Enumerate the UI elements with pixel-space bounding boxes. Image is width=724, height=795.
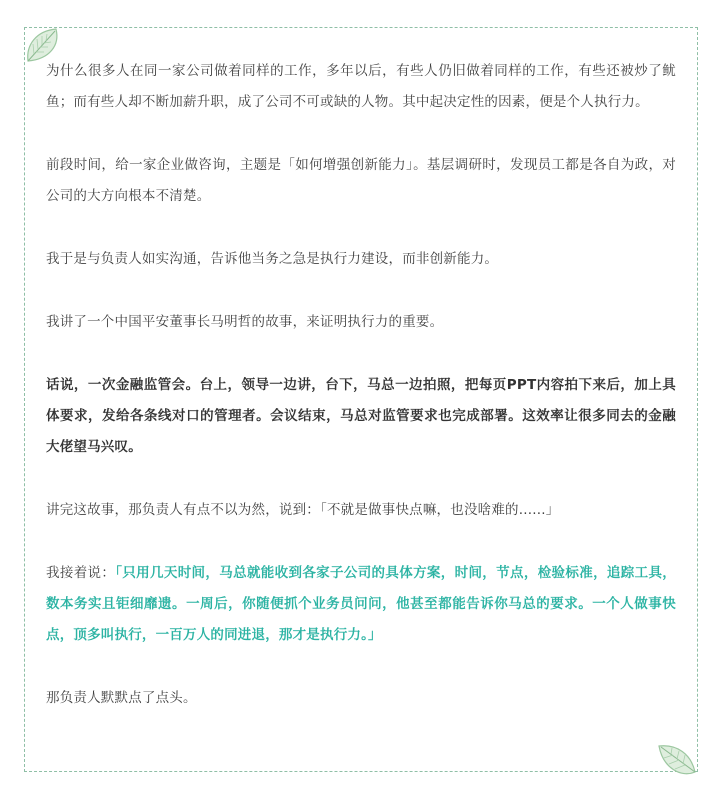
highlighted-quote: 「只用几天时间，马总就能收到各家子公司的具体方案，时间，节点，检验标准，追踪工具，数本务实且钜细靡遗。一周后，你随便抓个业务员问问，他甚至都能告诉你马总的要求。一个人做事快点，顶多叫执行，一百万人的同进退，那才是执行力。」	[46, 565, 677, 643]
quote-paragraph	[46, 558, 676, 651]
paragraph: 那负责人默默点了点头。	[46, 690, 197, 706]
quote-lead: 我接着说：	[46, 565, 116, 581]
article-body	[46, 56, 676, 746]
paragraph: 为什么很多人在同一家公司做着同样的工作，多年以后，有些人仍旧做着同样的工作，有些还被炒了鱿鱼；而有些人却不断加薪升职，成了公司不可或缺的人物。其中起决定性的因素，便是个人执行力。	[46, 63, 676, 110]
paragraph: 我讲了一个中国平安董事长马明哲的故事，来证明执行力的重要。	[46, 314, 444, 330]
paragraph: 讲完这故事，那负责人有点不以为然，说到：「不就是做事快点嘛，也没啥难的......」	[46, 502, 560, 518]
paragraph: 我于是与负责人如实沟通，告诉他当务之急是执行力建设，而非创新能力。	[46, 251, 499, 267]
story-paragraph: 话说，一次金融监管会。台上，领导一边讲，台下，马总一边拍照，把每页PPT内容拍下来后，加上具体要求，发给各条线对口的管理者。会议结束，马总对监管要求也完成部署。这效率让很多同去的金融大佬望马兴叹。	[46, 377, 676, 455]
paragraph: 前段时间，给一家企业做咨询，主题是「如何增强创新能力」。基层调研时，发现员工都是各自为政，对公司的大方向根本不清楚。	[46, 157, 676, 204]
